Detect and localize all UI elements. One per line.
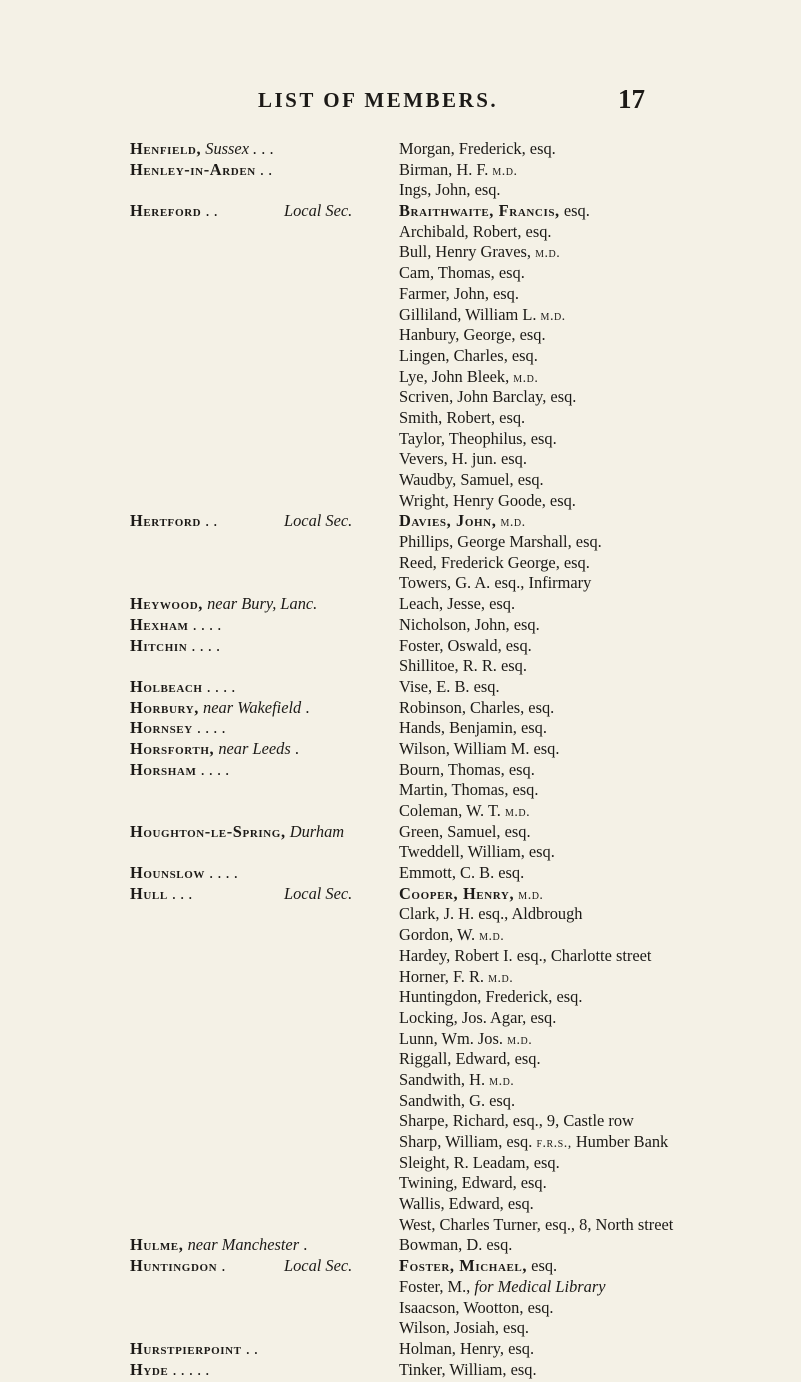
member-row bbox=[0, 325, 801, 346]
member-row bbox=[0, 222, 801, 243]
member-row bbox=[0, 1049, 801, 1070]
member-cell bbox=[399, 904, 582, 925]
member-name: Huntingdon, Frederick, esq. bbox=[399, 987, 583, 1007]
place-note: Sussex . bbox=[205, 139, 258, 158]
member-name: Tinker, William, esq. bbox=[399, 1359, 537, 1379]
place-cell bbox=[130, 160, 272, 181]
member-row bbox=[0, 677, 801, 698]
place-name: Horsforth, bbox=[130, 738, 215, 758]
place-cell bbox=[130, 1235, 307, 1256]
member-row bbox=[0, 594, 801, 615]
member-row bbox=[0, 946, 801, 967]
leader-dots: . bbox=[294, 738, 299, 758]
member-row bbox=[0, 511, 801, 532]
member-degree: m.d. bbox=[507, 1032, 533, 1048]
member-cell bbox=[399, 1194, 534, 1215]
member-row bbox=[0, 180, 801, 201]
leader-dots: . . . . bbox=[209, 863, 238, 883]
member-name: Leach, Jesse, esq. bbox=[399, 594, 516, 614]
member-name: Vise, E. B. esq. bbox=[399, 676, 500, 696]
member-name: Tweddell, William, esq. bbox=[399, 842, 555, 862]
place-name: Hitchin bbox=[130, 635, 188, 655]
member-cell bbox=[399, 160, 518, 183]
place-name: Hereford bbox=[130, 201, 202, 221]
member-name: Robinson, Charles, esq. bbox=[399, 697, 555, 717]
member-cell bbox=[399, 1235, 512, 1256]
member-row bbox=[0, 780, 801, 801]
member-cell bbox=[399, 718, 547, 739]
member-name: Nicholson, John, esq. bbox=[399, 614, 540, 634]
member-cell bbox=[399, 946, 651, 967]
member-row bbox=[0, 822, 801, 843]
member-cell bbox=[399, 1256, 557, 1277]
leader-dots: . . . . bbox=[200, 759, 230, 779]
member-row bbox=[0, 987, 801, 1008]
place-name: Hulme, bbox=[130, 1235, 184, 1255]
leader-dots: . bbox=[305, 697, 310, 717]
member-cell bbox=[399, 780, 538, 801]
place-cell bbox=[130, 698, 309, 719]
place-note: Durham bbox=[289, 821, 345, 841]
place-note: near Wakefield bbox=[203, 697, 302, 717]
member-cell bbox=[399, 925, 504, 948]
member-cell bbox=[399, 1360, 537, 1381]
place-note: near Leeds bbox=[218, 738, 291, 758]
member-name: Emmott, C. B. esq. bbox=[399, 863, 525, 883]
place-name: Holbeach bbox=[130, 676, 203, 696]
member-name: Sharpe, Richard, esq., 9, Castle row bbox=[399, 1111, 634, 1131]
member-cell bbox=[399, 1153, 560, 1174]
member-cell bbox=[399, 822, 531, 843]
member-degree: m.d. bbox=[479, 929, 505, 945]
member-name: Archibald, Robert, esq. bbox=[399, 221, 552, 241]
member-cell bbox=[399, 305, 566, 328]
member-row bbox=[0, 573, 801, 594]
member-row bbox=[0, 470, 801, 491]
member-cell bbox=[399, 1049, 541, 1070]
member-cell bbox=[399, 1215, 673, 1236]
member-cell bbox=[399, 760, 535, 781]
member-row bbox=[0, 1153, 801, 1174]
member-name: Bull, Henry Graves, bbox=[399, 242, 532, 262]
place-cell bbox=[130, 863, 238, 884]
place-cell bbox=[130, 677, 235, 698]
member-cell bbox=[399, 263, 525, 284]
member-row bbox=[0, 242, 801, 263]
member-name-secretary: Braithwaite, Francis, bbox=[399, 201, 560, 221]
member-row bbox=[0, 1070, 801, 1091]
member-row bbox=[0, 553, 801, 574]
place-name: Henfield, bbox=[130, 139, 202, 158]
member-cell bbox=[399, 325, 546, 346]
member-name-secretary: Davies, John, bbox=[399, 511, 497, 531]
member-row bbox=[0, 532, 801, 553]
member-degree: m.d. bbox=[489, 1073, 515, 1089]
member-row bbox=[0, 1318, 801, 1339]
member-cell bbox=[399, 201, 590, 222]
member-row bbox=[0, 1277, 801, 1298]
member-name: Birman, H. F. bbox=[399, 159, 489, 179]
member-name: Morgan, Frederick, esq. bbox=[399, 139, 556, 158]
member-name: Sandwith, G. esq. bbox=[399, 1090, 516, 1110]
member-name: Foster, M., bbox=[399, 1276, 471, 1296]
member-name: esq. bbox=[559, 201, 590, 221]
member-address: Humber Bank bbox=[571, 1132, 669, 1151]
member-row bbox=[0, 1132, 801, 1153]
member-name: Riggall, Edward, esq. bbox=[399, 1049, 541, 1069]
member-row bbox=[0, 408, 801, 429]
leader-dots: . bbox=[303, 1235, 308, 1255]
member-name: Smith, Robert, esq. bbox=[399, 407, 526, 427]
member-name: Wright, Henry Goode, esq. bbox=[399, 490, 576, 510]
leader-dots: . . . bbox=[171, 883, 193, 903]
place-name: Hornsey bbox=[130, 718, 193, 738]
member-name: West, Charles Turner, esq., 8, North street bbox=[399, 1214, 674, 1234]
member-name: Ings, John, esq. bbox=[399, 180, 501, 200]
member-cell bbox=[399, 987, 582, 1008]
place-name: Hull bbox=[130, 883, 168, 903]
member-row bbox=[0, 636, 801, 657]
member-cell bbox=[399, 429, 557, 450]
leader-dots: . . bbox=[245, 1338, 259, 1358]
leader-dots: . . . . . bbox=[172, 1359, 210, 1379]
member-row bbox=[0, 429, 801, 450]
place-name: Horbury, bbox=[130, 697, 199, 717]
member-cell bbox=[399, 636, 532, 657]
member-cell bbox=[399, 346, 538, 367]
place-cell bbox=[130, 718, 226, 739]
member-cell bbox=[399, 967, 513, 990]
member-row bbox=[0, 925, 801, 946]
leader-dots: . bbox=[221, 1256, 226, 1276]
place-cell bbox=[130, 1256, 225, 1277]
member-cell bbox=[399, 1318, 529, 1339]
member-name: Gordon, W. bbox=[399, 925, 476, 945]
member-name: Martin, Thomas, esq. bbox=[399, 780, 539, 800]
local-secretary-label: Local Sec. bbox=[284, 883, 353, 903]
member-row bbox=[0, 1194, 801, 1215]
member-row bbox=[0, 1298, 801, 1319]
member-row bbox=[0, 1215, 801, 1236]
member-row bbox=[0, 656, 801, 677]
member-cell bbox=[399, 1298, 554, 1319]
place-cell bbox=[130, 511, 217, 532]
member-name: Holman, Henry, esq. bbox=[399, 1338, 535, 1358]
member-name: Lunn, Wm. Jos. bbox=[399, 1028, 503, 1048]
member-row bbox=[0, 760, 801, 781]
member-cell bbox=[399, 656, 527, 677]
member-row bbox=[0, 263, 801, 284]
member-name: Bowman, D. esq. bbox=[399, 1235, 513, 1255]
member-degree: m.d. bbox=[535, 246, 561, 262]
member-row bbox=[0, 139, 801, 160]
page-number: 17 bbox=[618, 84, 645, 114]
member-cell bbox=[399, 1091, 515, 1112]
member-name: Green, Samuel, esq. bbox=[399, 821, 531, 841]
member-name: Gilliland, William L. bbox=[399, 304, 537, 324]
member-name: Hardey, Robert I. esq., Charlotte street bbox=[399, 945, 652, 965]
member-name: Taylor, Theophilus, esq. bbox=[399, 428, 557, 448]
member-cell bbox=[399, 698, 554, 719]
member-cell bbox=[399, 491, 576, 512]
member-row bbox=[0, 615, 801, 636]
member-cell bbox=[399, 615, 540, 636]
member-row bbox=[0, 305, 801, 326]
place-cell bbox=[130, 884, 192, 905]
member-cell bbox=[399, 739, 559, 760]
place-name: Hyde bbox=[130, 1359, 169, 1379]
place-cell bbox=[130, 760, 229, 781]
member-degree: m.d. bbox=[513, 370, 539, 386]
local-secretary-label: Local Sec. bbox=[284, 1256, 353, 1276]
member-name: Hanbury, George, esq. bbox=[399, 325, 546, 345]
member-name: Phillips, George Marshall, esq. bbox=[399, 532, 602, 552]
member-degree: m.d. bbox=[488, 970, 514, 986]
member-cell bbox=[399, 594, 515, 615]
place-name: Hurstpierpoint bbox=[130, 1338, 242, 1358]
member-cell bbox=[399, 573, 591, 594]
member-name: Clark, J. H. esq., Aldbrough bbox=[399, 904, 583, 924]
member-cell bbox=[399, 677, 500, 698]
member-name-secretary: Foster, Michael, bbox=[399, 1256, 528, 1276]
member-name: Towers, G. A. esq., Infirmary bbox=[399, 573, 592, 593]
member-row bbox=[0, 160, 801, 181]
member-row bbox=[0, 346, 801, 367]
member-row bbox=[0, 863, 801, 884]
local-secretary-label: Local Sec. bbox=[284, 201, 353, 221]
place-name: Heywood, bbox=[130, 594, 203, 614]
leader-dots: . . bbox=[261, 139, 274, 158]
member-row bbox=[0, 1173, 801, 1194]
member-cell bbox=[399, 367, 538, 390]
member-name: Coleman, W. T. bbox=[399, 801, 501, 820]
member-row bbox=[0, 284, 801, 305]
member-row bbox=[0, 842, 801, 863]
place-name: Houghton-le-Spring, bbox=[130, 821, 286, 841]
member-row bbox=[0, 1256, 801, 1277]
member-name: Locking, Jos. Agar, esq. bbox=[399, 1007, 557, 1027]
member-name: Isaacson, Wootton, esq. bbox=[399, 1297, 554, 1317]
member-cell bbox=[399, 511, 526, 534]
page-title: LIST OF MEMBERS. bbox=[258, 88, 499, 112]
member-degree: m.d. bbox=[492, 163, 518, 179]
member-cell bbox=[399, 180, 501, 201]
member-name: Bourn, Thomas, esq. bbox=[399, 759, 535, 779]
member-name: Vevers, H. jun. esq. bbox=[399, 449, 527, 469]
member-row bbox=[0, 801, 801, 822]
member-cell bbox=[399, 470, 544, 491]
local-secretary-label: Local Sec. bbox=[284, 511, 353, 531]
member-cell bbox=[399, 387, 576, 408]
member-row bbox=[0, 491, 801, 512]
member-row bbox=[0, 367, 801, 388]
member-name: Twining, Edward, esq. bbox=[399, 1173, 547, 1193]
place-note: near Manchester bbox=[187, 1235, 300, 1255]
member-cell bbox=[399, 222, 552, 243]
leader-dots: . . bbox=[259, 159, 273, 179]
member-row bbox=[0, 1008, 801, 1029]
place-cell bbox=[130, 636, 220, 657]
member-row bbox=[0, 1111, 801, 1132]
place-cell bbox=[130, 822, 344, 843]
place-name: Horsham bbox=[130, 759, 197, 779]
leader-dots: . . . . bbox=[206, 676, 236, 696]
member-row bbox=[0, 698, 801, 719]
member-cell bbox=[399, 1132, 668, 1155]
member-cell bbox=[399, 801, 530, 824]
place-name: Henley-in-Arden bbox=[130, 159, 256, 179]
member-degree: m.d. bbox=[504, 805, 531, 820]
member-name-secretary: Cooper, Henry, bbox=[399, 883, 515, 903]
member-name: Sandwith, H. bbox=[399, 1069, 486, 1089]
place-cell bbox=[130, 615, 221, 636]
member-cell bbox=[399, 242, 560, 265]
member-list bbox=[0, 139, 801, 1380]
place-name: Hexham bbox=[130, 614, 189, 634]
leader-dots: . . bbox=[205, 511, 218, 531]
member-cell bbox=[399, 1029, 532, 1052]
member-row bbox=[0, 1360, 801, 1381]
member-cell bbox=[399, 1339, 534, 1360]
member-row bbox=[0, 449, 801, 470]
place-cell bbox=[130, 201, 218, 222]
running-header bbox=[0, 84, 801, 118]
member-row bbox=[0, 201, 801, 222]
member-degree: m.d. bbox=[518, 887, 544, 903]
member-row bbox=[0, 1029, 801, 1050]
place-cell bbox=[130, 1360, 209, 1381]
member-name: Cam, Thomas, esq. bbox=[399, 263, 525, 283]
place-note: near Bury, Lanc. bbox=[207, 594, 318, 614]
member-cell bbox=[399, 863, 524, 884]
member-cell bbox=[399, 842, 555, 863]
member-name: Lingen, Charles, esq. bbox=[399, 345, 538, 365]
member-row bbox=[0, 1091, 801, 1112]
member-cell bbox=[399, 1008, 556, 1029]
member-degree: f.r.s., bbox=[536, 1136, 572, 1151]
member-degree: m.d. bbox=[540, 308, 566, 324]
leader-dots: . . . . bbox=[196, 718, 226, 738]
member-row bbox=[0, 1235, 801, 1256]
member-name: Wilson, Josiah, esq. bbox=[399, 1318, 530, 1338]
member-name: Hands, Benjamin, esq. bbox=[399, 718, 547, 738]
member-cell bbox=[399, 1277, 606, 1298]
member-cell bbox=[399, 284, 519, 305]
member-name: Sleight, R. Leadam, esq. bbox=[399, 1152, 560, 1172]
member-note: for Medical Library bbox=[470, 1276, 606, 1296]
member-cell bbox=[399, 449, 527, 470]
member-cell bbox=[399, 408, 525, 429]
member-name: Foster, Oswald, esq. bbox=[399, 635, 532, 655]
leader-dots: . . . . bbox=[191, 635, 221, 655]
member-cell bbox=[399, 1111, 634, 1132]
member-name: esq. bbox=[527, 1256, 558, 1276]
member-row bbox=[0, 1339, 801, 1360]
place-cell bbox=[130, 139, 274, 160]
member-name: Wallis, Edward, esq. bbox=[399, 1194, 534, 1214]
member-name: Waudby, Samuel, esq. bbox=[399, 470, 544, 489]
member-cell bbox=[399, 1173, 547, 1194]
member-row bbox=[0, 739, 801, 760]
member-name: Lye, John Bleek, bbox=[399, 366, 510, 386]
member-row bbox=[0, 967, 801, 988]
member-name: Reed, Frederick George, esq. bbox=[399, 552, 590, 572]
place-name: Huntingdon bbox=[130, 1256, 218, 1276]
place-cell bbox=[130, 739, 299, 760]
leader-dots: . . . . bbox=[192, 614, 222, 634]
member-name: Wilson, William M. esq. bbox=[399, 738, 560, 758]
member-name: Shillitoe, R. R. esq. bbox=[399, 656, 527, 676]
place-cell bbox=[130, 1339, 258, 1360]
member-row bbox=[0, 387, 801, 408]
place-cell bbox=[130, 594, 317, 615]
member-name: Scriven, John Barclay, esq. bbox=[399, 387, 577, 407]
member-name: Farmer, John, esq. bbox=[399, 283, 519, 303]
member-name: Horner, F. R. bbox=[399, 966, 484, 986]
member-cell bbox=[399, 553, 590, 574]
member-row bbox=[0, 718, 801, 739]
member-row bbox=[0, 884, 801, 905]
place-name: Hertford bbox=[130, 511, 201, 531]
member-name: Sharp, William, esq. bbox=[399, 1132, 533, 1151]
member-row bbox=[0, 904, 801, 925]
member-cell bbox=[399, 884, 543, 907]
member-cell bbox=[399, 1070, 514, 1093]
member-cell bbox=[399, 532, 602, 553]
member-degree: m.d. bbox=[500, 515, 526, 531]
place-name: Hounslow bbox=[130, 863, 206, 883]
leader-dots: . . bbox=[205, 201, 218, 221]
member-cell bbox=[399, 139, 556, 160]
